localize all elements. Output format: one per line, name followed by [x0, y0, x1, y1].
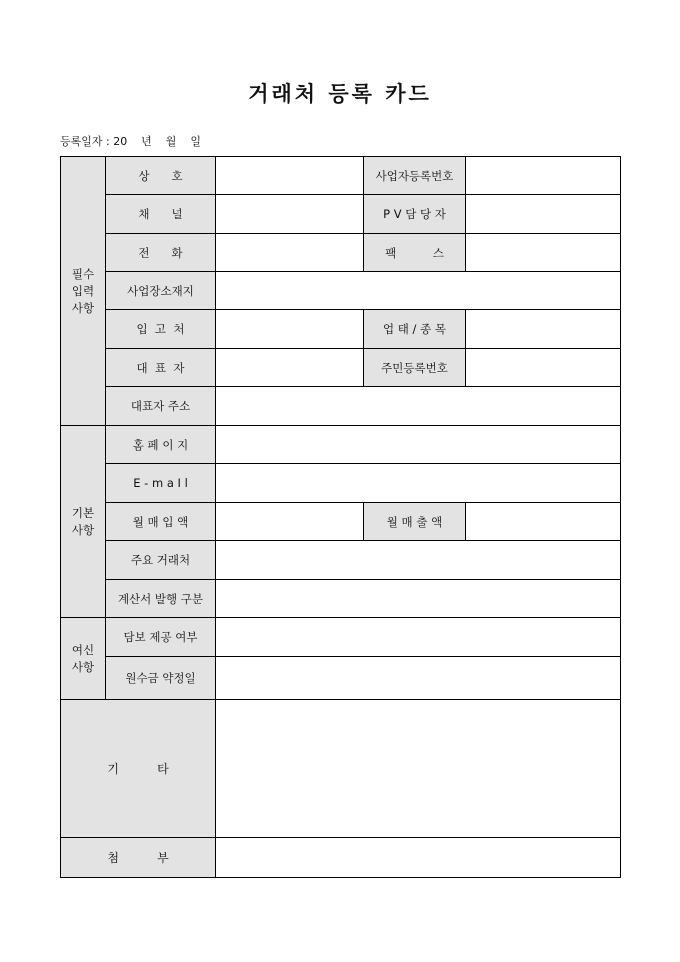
field-business-type[interactable]: [465, 309, 621, 348]
label-warehouse: 입 고 처: [105, 309, 215, 348]
category-credit: 여신 사항: [60, 617, 105, 699]
field-other[interactable]: [215, 699, 621, 837]
field-channel[interactable]: [215, 194, 363, 233]
field-business-address[interactable]: [215, 271, 621, 309]
label-pv-manager: P V 담 당 자: [363, 194, 465, 233]
label-collateral: 담보 제공 여부: [105, 617, 215, 656]
field-invoice-type[interactable]: [215, 579, 621, 617]
field-fax[interactable]: [465, 233, 621, 271]
label-phone: 전 화: [105, 233, 215, 271]
field-monthly-sales[interactable]: [465, 502, 621, 540]
field-pv-manager[interactable]: [465, 194, 621, 233]
page-title: 거래처 등록 카드: [248, 81, 432, 106]
registration-date: 등록일자 : 20 년 월 일: [60, 135, 202, 148]
field-homepage[interactable]: [215, 425, 621, 463]
field-phone[interactable]: [215, 233, 363, 271]
label-attachment: 첨 부: [60, 837, 215, 878]
label-homepage: 홈 페 이 지: [105, 425, 215, 463]
field-attachment[interactable]: [215, 837, 621, 878]
label-representative: 대 표 자: [105, 348, 215, 386]
label-business-address: 사업장소재지: [105, 271, 215, 309]
label-email: E - m a I l: [105, 463, 215, 502]
label-other: 기 타: [60, 699, 215, 837]
label-company-name: 상 호: [105, 156, 215, 194]
field-business-reg-no[interactable]: [465, 156, 621, 194]
field-warehouse[interactable]: [215, 309, 363, 348]
category-required: 필수 입력 사항: [60, 156, 105, 425]
label-payment-date: 원수금 약정일: [105, 656, 215, 699]
label-main-partner: 주요 거래처: [105, 540, 215, 579]
label-resident-reg-no: 주민등록번호: [363, 348, 465, 386]
label-business-type: 업 태 / 종 목: [363, 309, 465, 348]
field-main-partner[interactable]: [215, 540, 621, 579]
field-monthly-purchase[interactable]: [215, 502, 363, 540]
field-rep-address[interactable]: [215, 386, 621, 425]
field-collateral[interactable]: [215, 617, 621, 656]
field-email[interactable]: [215, 463, 621, 502]
field-resident-reg-no[interactable]: [465, 348, 621, 386]
label-business-reg-no: 사업자등록번호: [363, 156, 465, 194]
field-representative[interactable]: [215, 348, 363, 386]
label-rep-address: 대표자 주소: [105, 386, 215, 425]
label-monthly-sales: 월 매 출 액: [363, 502, 465, 540]
label-fax: 팩 스: [363, 233, 465, 271]
label-monthly-purchase: 월 매 입 액: [105, 502, 215, 540]
label-invoice-type: 계산서 발행 구분: [105, 579, 215, 617]
registration-form-table: [60, 156, 621, 878]
label-channel: 채 널: [105, 194, 215, 233]
category-basic: 기본 사항: [60, 425, 105, 617]
field-payment-date[interactable]: [215, 656, 621, 699]
field-company-name[interactable]: [215, 156, 363, 194]
